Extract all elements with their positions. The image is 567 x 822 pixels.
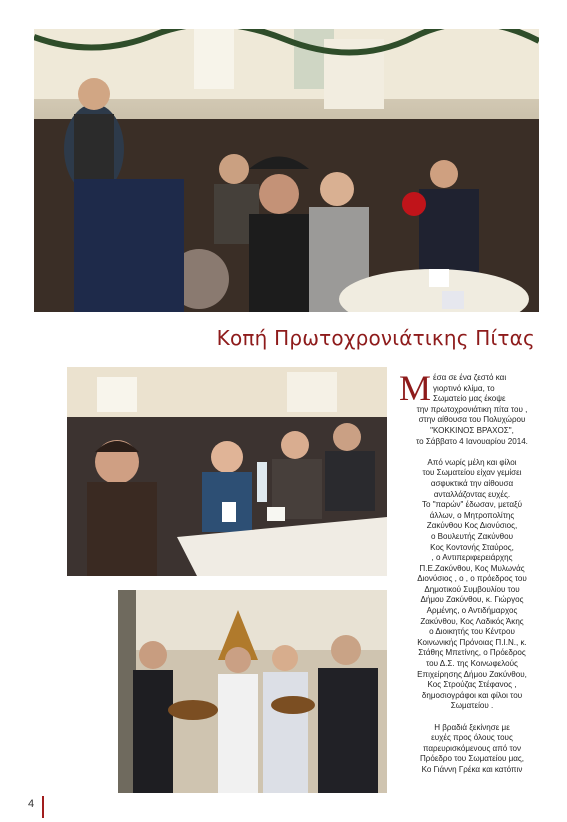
article-line: άλλων, ο Μητροπολίτης <box>429 510 515 520</box>
article-line: Διονύσιος , ο , ο πρόεδρος του <box>417 574 527 584</box>
article-body-lines <box>399 458 545 712</box>
article-line: Κο Γιάννη Γρέκα και κατόπιν <box>421 764 523 774</box>
photo-bottom-musicians <box>118 590 387 793</box>
article-line: παρευρισκόμενους από τον <box>422 743 522 753</box>
article-body <box>399 368 545 776</box>
article-line: του Σωματείου είχαν γεμίσει <box>422 468 522 478</box>
article-line: ασφυκτικά την αίθουσα <box>430 478 514 488</box>
article-line: Ζακύνθου, Κος Λαδικός Άκης <box>420 616 524 626</box>
article-line: Κος Κοντονής Σταύρος, <box>430 542 514 552</box>
intro-line: Σωματείο μας έκοψε <box>433 394 506 404</box>
intro-line: "ΚΟΚΚΙΝΟΣ ΒΡΑΧΟΣ", <box>430 425 514 435</box>
article-line: Πρόεδρο του Σωματείου μας, <box>419 754 524 764</box>
article-title: Κοπή Πρωτοχρονιάτικης Πίτας <box>216 326 535 350</box>
article-line: Δήμου Ζακύνθου, κ. Γιώργος <box>420 595 524 605</box>
article-line: Π.Ε.Ζακύνθου, Κος Μυλωνάς <box>419 563 525 573</box>
article-end-lines <box>399 723 545 776</box>
article-line: ο Βουλευτής Ζακύνθου <box>430 531 514 541</box>
intro-line: έσα σε ένα ζεστό και <box>433 373 507 382</box>
page-number: 4 <box>28 798 35 810</box>
intro-line: το Σάββατο 4 Ιανουαρίου 2014. <box>416 436 528 446</box>
article-line: Η βραδιά ξεκίνησε με <box>434 722 510 732</box>
article-line: Δημοτικού Συμβουλίου του <box>424 584 520 594</box>
article-line: Στάθης Μπετίνης, ο Πρόεδρος <box>418 648 526 658</box>
article-line: ο Διοικητής του Κέντρου <box>429 627 515 637</box>
article-line: , ο Αντιπεριφερειάρχης <box>431 553 513 563</box>
article-line: Το "παρών" έδωσαν, μεταξύ <box>421 500 523 510</box>
article-line: δημοσιογράφοι και φίλοι του <box>421 690 523 700</box>
drop-cap: Μ <box>399 368 432 408</box>
article-line: Ζακύνθου Κος Διονύσιος, <box>426 521 518 531</box>
article-line: Αρμένης, ο Αντιδήμαρχος <box>426 606 518 616</box>
photo-mid-table <box>67 367 387 576</box>
photo-top-gathering <box>34 29 539 312</box>
article-line: Από νωρίς μέλη και φίλοι <box>427 457 517 467</box>
article-line: Κοινωνικής Πρόνοιας Π.Ι.Ν., κ. <box>417 637 527 647</box>
article-line: Επιχείρησης Δήμου Ζακύνθου, <box>417 669 527 679</box>
article-line: ευχές προς όλους τους <box>431 733 513 743</box>
intro-line: γιορτινό κλίμα, το <box>433 383 495 393</box>
page-number-rule <box>42 796 44 818</box>
article-line: του Δ.Σ. της Κοινωφελούς <box>426 659 518 669</box>
article-line: Κος Στρούζας Στέφανος , <box>427 680 517 690</box>
article-line: ανταλλάζοντας ευχές. <box>433 489 511 499</box>
intro-line: την πρωτοχρονιάτικη πίτα του , <box>416 404 528 414</box>
intro-line: στην αίθουσα του Πολυχώρου <box>418 415 526 425</box>
article-line: Σωματείου . <box>450 701 494 711</box>
